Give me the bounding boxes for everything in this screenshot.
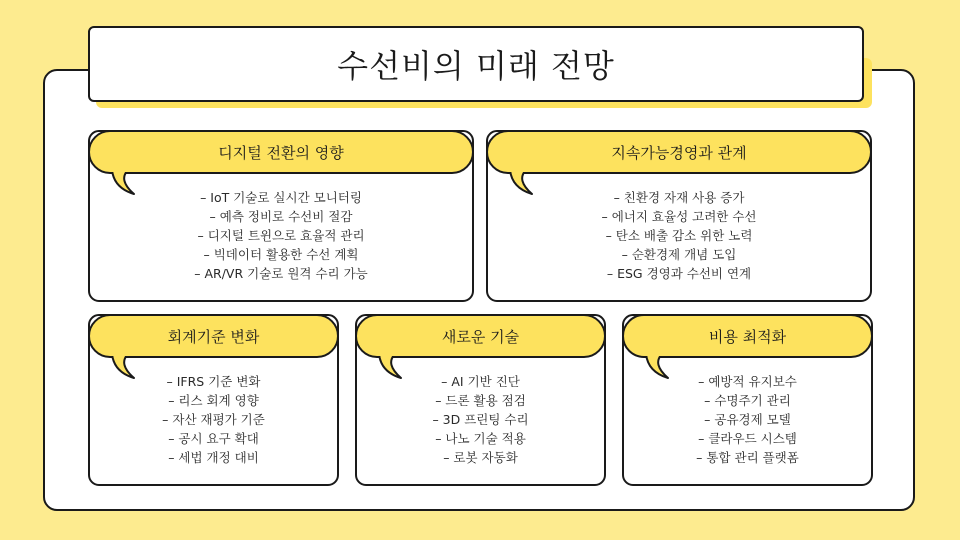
card-new-technology — [355, 314, 606, 486]
card-digital-transformation — [88, 130, 474, 302]
page-title: 수선비의 미래 전망 — [337, 47, 615, 85]
title-box — [88, 26, 864, 102]
card-heading: 새로운 기술 — [355, 314, 606, 358]
list-item: – 공유경제 모델 — [704, 412, 791, 427]
speech-tail-icon — [508, 170, 538, 196]
list-item: – AR/VR 기술로 원격 수리 가능 — [194, 266, 368, 281]
list-item: – 세법 개정 대비 — [168, 450, 259, 465]
speech-tail-icon — [644, 354, 674, 380]
list-item: – AI 기반 진단 — [441, 374, 520, 389]
list-item: – 리스 회계 영향 — [168, 393, 259, 408]
card-heading: 회계기준 변화 — [88, 314, 339, 358]
list-item: – 에너지 효율성 고려한 수선 — [601, 209, 757, 224]
card-sustainability — [486, 130, 872, 302]
list-item: – 공시 요구 확대 — [168, 431, 259, 446]
list-item: – 탄소 배출 감소 위한 노력 — [605, 228, 753, 243]
list-item: – IoT 기술로 실시간 모니터링 — [200, 190, 362, 205]
list-item: – ESG 경영과 수선비 연계 — [606, 266, 752, 281]
list-item: – 수명주기 관리 — [704, 393, 791, 408]
list-item: – 순환경제 개념 도입 — [621, 247, 737, 262]
speech-tail-icon — [110, 170, 140, 196]
list-item: – 예방적 유지보수 — [698, 374, 797, 389]
speech-tail-icon — [377, 354, 407, 380]
card-list — [624, 372, 871, 467]
card-cost-optimization — [622, 314, 873, 486]
card-list — [90, 188, 472, 283]
list-item: – 친환경 자재 사용 증가 — [613, 190, 745, 205]
list-item: – IFRS 기준 변화 — [166, 374, 261, 389]
list-item: – 3D 프린팅 수리 — [432, 412, 529, 427]
list-item: – 나노 기술 적용 — [435, 431, 526, 446]
list-item: – 클라우드 시스템 — [698, 431, 797, 446]
list-item: – 디지털 트윈으로 효율적 관리 — [197, 228, 365, 243]
card-heading: 디지털 전환의 영향 — [88, 130, 474, 174]
list-item: – 빅데이터 활용한 수선 계획 — [203, 247, 359, 262]
list-item: – 자산 재평가 기준 — [162, 412, 265, 427]
speech-tail-icon — [110, 354, 140, 380]
list-item: – 예측 정비로 수선비 절감 — [209, 209, 353, 224]
card-list — [488, 188, 870, 283]
list-item: – 통합 관리 플랫폼 — [696, 450, 799, 465]
card-list — [90, 372, 337, 467]
card-accounting-standards — [88, 314, 339, 486]
list-item: – 로봇 자동화 — [443, 450, 518, 465]
card-heading: 지속가능경영과 관계 — [486, 130, 872, 174]
card-heading: 비용 최적화 — [622, 314, 873, 358]
card-list — [357, 372, 604, 467]
list-item: – 드론 활용 점검 — [435, 393, 526, 408]
